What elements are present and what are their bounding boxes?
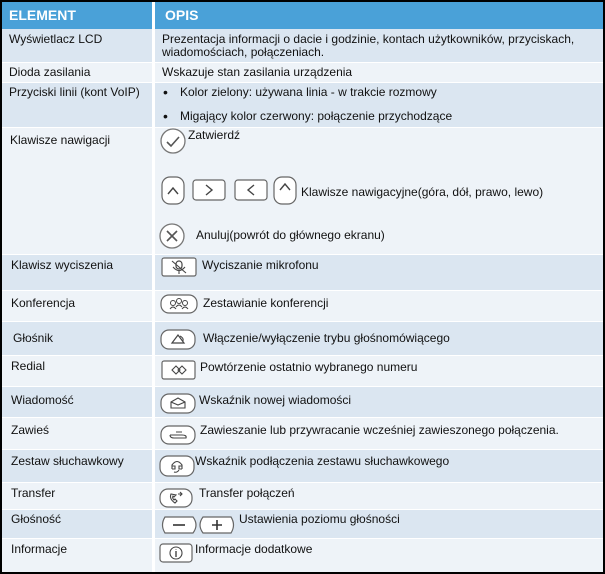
table-row — [2, 449, 603, 482]
element-description: Informacje dodatkowe — [195, 542, 313, 556]
element-label: Redial — [11, 359, 46, 373]
element-label: Zestaw słuchawkowy — [11, 454, 124, 468]
checkmark-circle-icon — [159, 127, 187, 155]
element-label: Konferencja — [11, 296, 76, 310]
element-label: Klawisz wyciszenia — [11, 258, 114, 272]
element-label: Przyciski linii (kont VoIP) — [9, 85, 140, 99]
bullet-dot: • — [163, 108, 168, 124]
row-divider — [2, 290, 603, 291]
element-label: Informacje — [11, 542, 68, 556]
table-row — [2, 82, 603, 127]
element-description: Wyciszanie mikrofonu — [202, 258, 319, 272]
cancel-x-circle-icon — [158, 222, 186, 250]
row-divider — [2, 482, 603, 483]
element-label: Wyświetlacz LCD — [9, 32, 103, 46]
conference-people-icon — [160, 294, 198, 314]
element-label: Transfer — [11, 486, 56, 500]
row-divider — [2, 62, 603, 63]
message-envelope-icon — [160, 393, 196, 414]
table-row — [2, 355, 603, 386]
element-description: Powtórzenie ostatnio wybranego numeru — [200, 360, 418, 374]
element-label: Głośnik — [13, 331, 54, 345]
element-description: Ustawienia poziomu głośności — [239, 512, 400, 526]
bullet-dot: • — [163, 84, 168, 100]
element-description: Włączenie/wyłączenie trybu głośnomówiącego — [203, 331, 450, 345]
table-row — [2, 538, 603, 572]
column-header-element: ELEMENT — [2, 2, 152, 29]
table-row — [2, 386, 603, 417]
element-description: Wskazuje stan zasilania urządzenia — [162, 65, 353, 79]
element-label: Zawieś — [11, 423, 50, 437]
down-key-icon — [273, 176, 297, 205]
row-divider — [2, 127, 603, 128]
cancel-label: Anuluj(powrót do głównego ekranu) — [196, 228, 385, 242]
element-description: Wskaźnik podłączenia zestawu słuchawkowego — [195, 454, 450, 468]
row-divider — [2, 538, 603, 539]
row-divider — [2, 449, 603, 450]
element-label: Dioda zasilania — [9, 65, 91, 79]
right-key-icon — [192, 179, 226, 201]
bullet-text: Kolor zielony: używana linia - w trakcie rozmowy — [180, 85, 437, 99]
table-row — [2, 417, 603, 449]
element-description: Transfer połączeń — [199, 486, 295, 500]
row-divider — [2, 386, 603, 387]
left-key-icon — [234, 179, 268, 201]
row-divider — [2, 321, 603, 322]
element-label: Wiadomość — [11, 393, 74, 407]
row-divider — [2, 509, 603, 510]
element-label: Głośność — [11, 512, 62, 526]
column-divider — [152, 2, 155, 572]
row-divider — [2, 254, 603, 255]
table-row — [2, 254, 603, 290]
redial-icon — [161, 360, 196, 380]
hold-hand-icon — [160, 425, 196, 445]
element-label: Klawisze nawigacji — [10, 133, 111, 147]
element-description: Wskaźnik nowej wiadomości — [199, 393, 352, 407]
element-description: Prezentacja informacji o dacie i godzinie, kontach użytkowników, przyciskach, — [162, 32, 575, 46]
headset-icon — [159, 455, 195, 477]
table-row — [2, 62, 603, 82]
column-header-opis: OPIS — [155, 2, 603, 29]
nav-keys-label: Klawisze nawigacyjne(góra, dół, prawo, lewo) — [301, 185, 544, 199]
speakerphone-icon — [160, 329, 196, 350]
volume-minus-plus-icon — [159, 515, 237, 535]
element-description: Zawieszanie lub przywracanie wcześniej zawieszonego połączenia. — [200, 423, 559, 437]
table-row — [2, 482, 603, 509]
row-divider — [2, 82, 603, 83]
element-description: Zestawianie konferencji — [203, 296, 329, 310]
table-row — [2, 321, 603, 355]
element-description-cont: wiadomościach, połączeniach. — [162, 45, 325, 59]
confirm-label: Zatwierdź — [188, 128, 241, 142]
mute-microphone-icon — [161, 257, 197, 277]
table-row — [2, 290, 603, 321]
table-row — [2, 509, 603, 538]
bullet-text: Migający kolor czerwony: połączenie przychodzące — [180, 109, 453, 123]
transfer-phone-icon — [159, 488, 193, 508]
up-key-icon — [161, 176, 185, 205]
table-row — [2, 29, 603, 62]
row-divider — [2, 355, 603, 356]
info-icon — [159, 543, 193, 563]
row-divider — [2, 417, 603, 418]
table-row — [2, 127, 603, 254]
